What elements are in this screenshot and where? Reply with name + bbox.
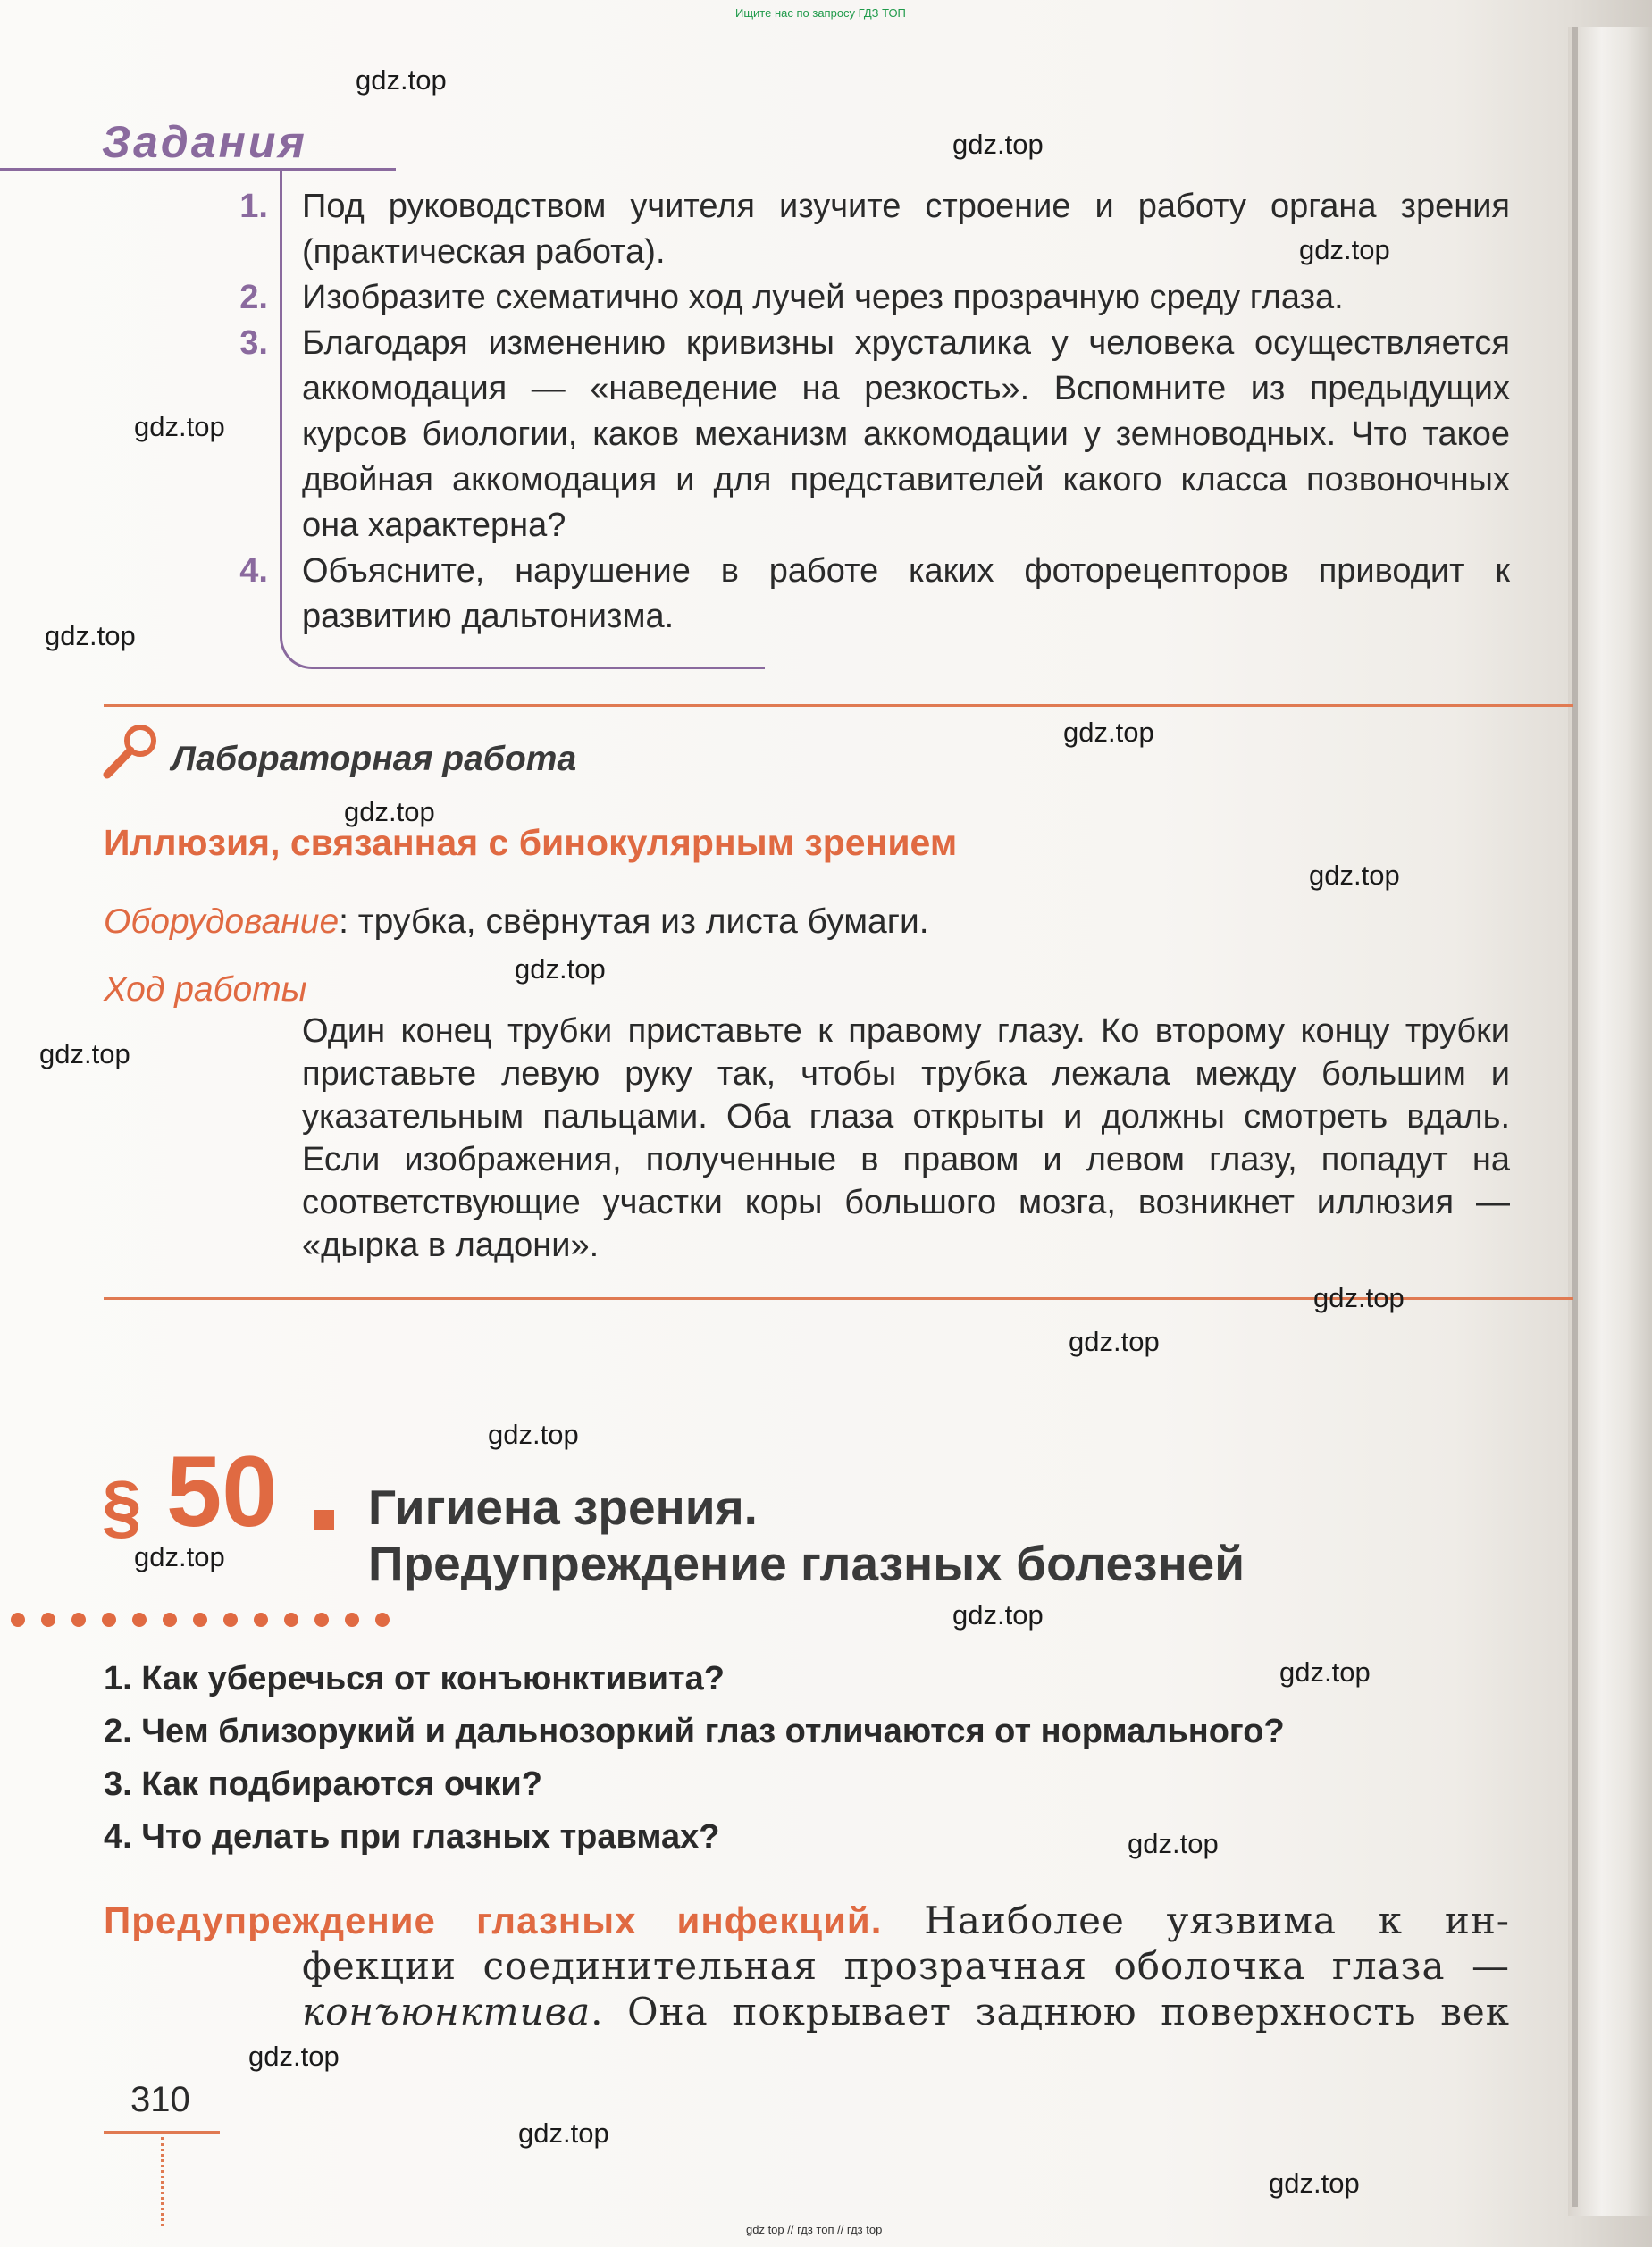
paragraph-line: фекции соединительная прозрачная оболочка глаза —: [302, 1944, 1510, 1988]
section-sign: §: [102, 1466, 142, 1546]
page-number-dotted-line: [161, 2137, 164, 2226]
watermark: gdz.top: [1069, 1326, 1160, 1357]
watermark: gdz.top: [952, 129, 1044, 160]
paragraph-term: конъюнктива: [302, 1990, 591, 2033]
gutter-shadow: [1572, 27, 1578, 2207]
task-number: 2.: [239, 279, 268, 316]
section-paragraph: [104, 1898, 1510, 2034]
magnifier-icon: [100, 719, 163, 782]
watermark: gdz.top: [248, 2041, 340, 2072]
section-title-line2: Предупреждение глазных болезней: [368, 1536, 1245, 1591]
watermark: gdz.top: [1309, 859, 1400, 891]
decorative-dot: [375, 1613, 390, 1627]
watermark: gdz.top: [1063, 717, 1154, 748]
decorative-dot: [102, 1613, 116, 1627]
decorative-dot: [132, 1613, 147, 1627]
task-number: 4.: [239, 552, 268, 590]
top-note: Ищите нас по запросу ГДЗ ТОП: [735, 6, 906, 20]
watermark: gdz.top: [1279, 1656, 1371, 1688]
watermark: gdz.top: [1128, 1828, 1219, 1859]
paragraph-text: Наиболее уязвима к ин-: [882, 1899, 1511, 1942]
watermark: gdz.top: [39, 1038, 130, 1069]
watermark: gdz.top: [1269, 2167, 1360, 2199]
watermark: gdz.top: [356, 64, 447, 96]
task-number: 1.: [239, 188, 268, 225]
procedure-label: Ход работы: [104, 970, 307, 1009]
decorative-dot: [11, 1613, 25, 1627]
decorative-dot: [193, 1613, 207, 1627]
book-gutter: [1568, 27, 1652, 2216]
decorative-dot: [71, 1613, 86, 1627]
decorative-dot: [314, 1613, 329, 1627]
watermark: gdz.top: [488, 1419, 579, 1450]
bottom-note: gdz top // гдз топ // гдз top: [746, 2223, 883, 2236]
procedure-text: Один конец трубки приставьте к правому глазу. Ко второму концу трубки приставьте левую руку так, чтобы трубка лежала между большим и указательным пальцами. Оба глаза открыты и должны смотреть вдаль. Если изображения, полученные в правом и левом глазу, попадут на соответствующие участки коры большого мозга, возникнет иллюзия — «дырка в ладони».: [302, 1012, 1510, 1264]
paragraph-line: [104, 1898, 1510, 1943]
section-number-dot: [314, 1510, 334, 1530]
equipment-label: Оборудование: [104, 902, 340, 941]
paragraph-heading: Предупреждение глазных инфекций.: [104, 1899, 883, 1941]
task-text: Благодаря изменению кривизны хрусталика у человека осуществляется аккомодация — «наведение на резкость». Вспомните из предыдущих курсов биологии, каков механизм аккомодации у земноводных. Что такое двойная аккомодация и для представителей какого класса позвоночных она характерна?: [302, 324, 1510, 544]
decorative-dot: [254, 1613, 268, 1627]
section-title-line1: Гигиена зрения.: [368, 1480, 758, 1535]
watermark: gdz.top: [518, 2117, 609, 2149]
lab-top-rule: [104, 704, 1573, 707]
equipment-text: : трубка, свёрнутая из листа бумаги.: [339, 902, 929, 941]
decorative-dot: [223, 1613, 238, 1627]
decorative-dot: [41, 1613, 55, 1627]
watermark: gdz.top: [1299, 234, 1390, 265]
watermark: gdz.top: [45, 620, 136, 651]
decorative-dot: [345, 1613, 359, 1627]
page-number-rule: [104, 2131, 220, 2134]
paragraph-text: . Она покрывает заднюю поверхность век: [591, 1990, 1510, 2033]
section-number: 50: [166, 1436, 278, 1547]
paragraph-line: [104, 1989, 1510, 2034]
watermark: gdz.top: [344, 796, 435, 827]
decorative-dot: [284, 1613, 298, 1627]
task-number: 3.: [239, 324, 268, 362]
lab-label: Лабораторная работа: [172, 740, 577, 778]
question-item: 1. Как уберечься от конъюнктивита?: [104, 1660, 725, 1698]
watermark: gdz.top: [515, 953, 606, 985]
watermark: gdz.top: [134, 411, 225, 442]
watermark: gdz.top: [1313, 1282, 1405, 1313]
question-item: 2. Чем близорукий и дальнозоркий глаз отличаются от нормального?: [104, 1713, 1285, 1750]
question-item: 4. Что делать при глазных травмах?: [104, 1818, 720, 1856]
question-item: 3. Как подбираются очки?: [104, 1765, 542, 1803]
lab-title: Иллюзия, связанная с бинокулярным зрением: [104, 822, 958, 863]
task-text: Изобразите схематично ход лучей через прозрачную среду глаза.: [302, 279, 1344, 316]
task-text: Объясните, нарушение в работе каких фоторецепторов приводит к развитию дальтонизма.: [302, 552, 1510, 635]
lab-equipment: [104, 902, 929, 942]
tasks-title: Задания: [102, 117, 307, 167]
page-number: 310: [130, 2080, 190, 2119]
decorative-dot: [163, 1613, 177, 1627]
watermark: gdz.top: [134, 1541, 225, 1572]
task-text: Под руководством учителя изучите строение и работу органа зрения (практическая работа).: [302, 188, 1510, 271]
watermark: gdz.top: [952, 1599, 1044, 1631]
